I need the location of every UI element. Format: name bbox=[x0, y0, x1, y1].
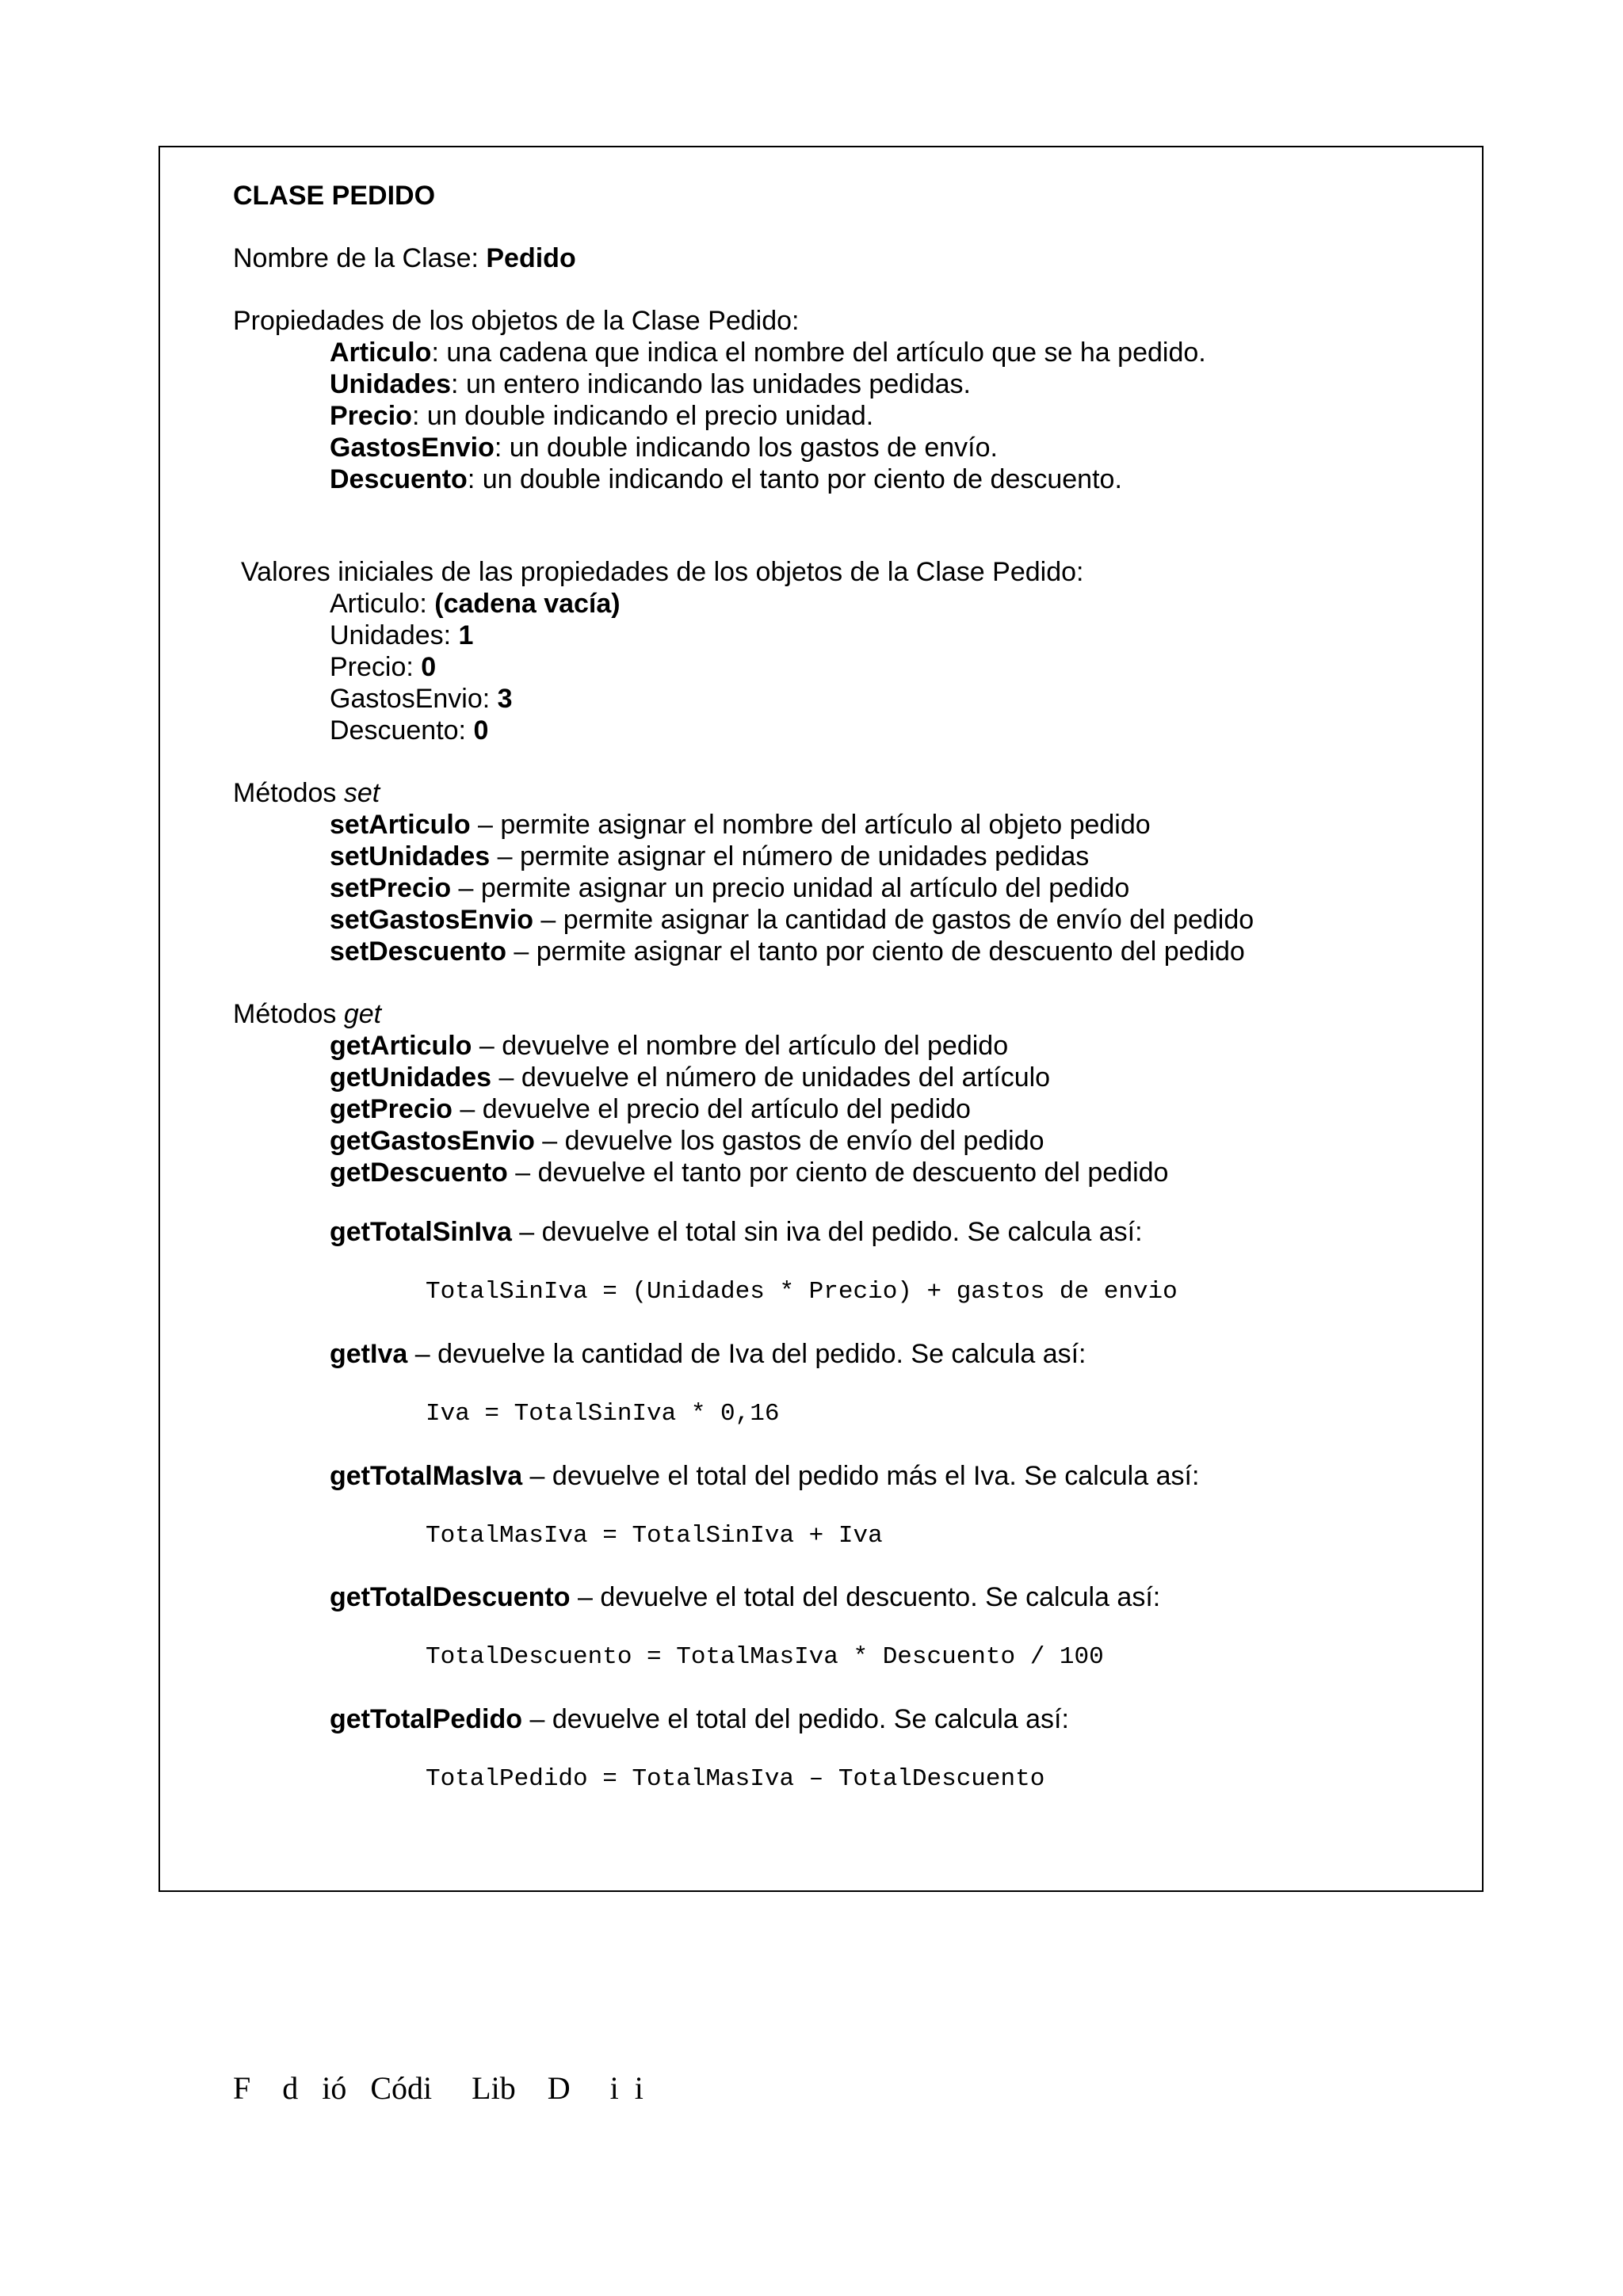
computed-method-item: getTotalSinIva – devuelve el total sin iva del pedido. Se calcula así: bbox=[330, 1217, 1143, 1247]
initial-value-item: GastosEnvio: 3 bbox=[330, 684, 513, 714]
formula: TotalSinIva = (Unidades * Precio) + gastos de envio bbox=[426, 1278, 1178, 1306]
set-method-item: setGastosEnvio – permite asignar la cantidad de gastos de envío del pedido bbox=[330, 905, 1254, 935]
initial-value-item: Precio: 0 bbox=[330, 652, 437, 682]
formula: Iva = TotalSinIva * 0,16 bbox=[426, 1400, 780, 1428]
formula: TotalMasIva = TotalSinIva + Iva bbox=[426, 1522, 883, 1550]
property-item: Descuento: un double indicando el tanto por ciento de descuento. bbox=[330, 464, 1122, 494]
initial-values-heading: Valores iniciales de las propiedades de los objetos de la Clase Pedido: bbox=[241, 557, 1084, 587]
get-method-item: getDescuento – devuelve el tanto por ciento de descuento del pedido bbox=[330, 1158, 1169, 1188]
get-method-item: getUnidades – devuelve el número de unidades del artículo bbox=[330, 1062, 1051, 1093]
set-method-item: setDescuento – permite asignar el tanto por ciento de descuento del pedido bbox=[330, 936, 1245, 967]
set-method-item: setPrecio – permite asignar un precio unidad al artículo del pedido bbox=[330, 873, 1130, 903]
initial-value-item: Descuento: 0 bbox=[330, 715, 489, 746]
computed-method-item: getTotalPedido – devuelve el total del pedido. Se calcula así: bbox=[330, 1704, 1069, 1734]
page-footer: F d ió Códi Lib D i i bbox=[233, 2070, 643, 2106]
computed-method-item: getIva – devuelve la cantidad de Iva del pedido. Se calcula así: bbox=[330, 1339, 1086, 1369]
set-method-item: setArticulo – permite asignar el nombre del artículo al objeto pedido bbox=[330, 810, 1151, 840]
property-item: Unidades: un entero indicando las unidades pedidas. bbox=[330, 369, 971, 399]
property-item: Articulo: una cadena que indica el nombre del artículo que se ha pedido. bbox=[330, 338, 1206, 368]
set-method-item: setUnidades – permite asignar el número de unidades pedidas bbox=[330, 841, 1090, 871]
document-title: CLASE PEDIDO bbox=[233, 181, 436, 211]
initial-value-item: Articulo: (cadena vacía) bbox=[330, 589, 621, 619]
get-method-item: getArticulo – devuelve el nombre del artículo del pedido bbox=[330, 1031, 1009, 1061]
computed-method-item: getTotalDescuento – devuelve el total del descuento. Se calcula así: bbox=[330, 1582, 1161, 1612]
get-method-item: getPrecio – devuelve el precio del artículo del pedido bbox=[330, 1094, 971, 1124]
set-methods-heading: Métodos set bbox=[233, 778, 380, 808]
property-item: GastosEnvio: un double indicando los gastos de envío. bbox=[330, 433, 998, 463]
class-name-line: Nombre de la Clase: Pedido bbox=[233, 243, 576, 273]
properties-heading: Propiedades de los objetos de la Clase Pedido: bbox=[233, 306, 800, 336]
get-methods-heading: Métodos get bbox=[233, 999, 382, 1029]
computed-method-item: getTotalMasIva – devuelve el total del pedido más el Iva. Se calcula así: bbox=[330, 1461, 1200, 1491]
initial-value-item: Unidades: 1 bbox=[330, 620, 474, 650]
formula: TotalPedido = TotalMasIva – TotalDescuento bbox=[426, 1765, 1045, 1793]
get-method-item: getGastosEnvio – devuelve los gastos de envío del pedido bbox=[330, 1126, 1044, 1156]
property-item: Precio: un double indicando el precio unidad. bbox=[330, 401, 874, 431]
formula: TotalDescuento = TotalMasIva * Descuento / 100 bbox=[426, 1643, 1104, 1671]
